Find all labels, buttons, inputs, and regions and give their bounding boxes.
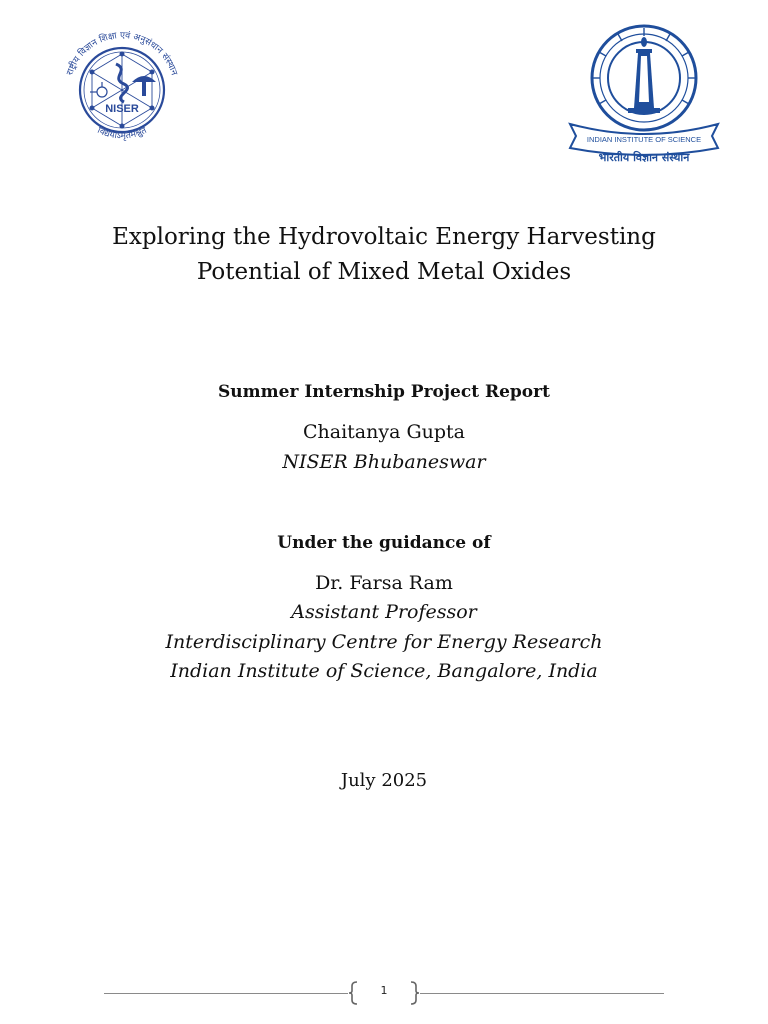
iisc-banner-text: INDIAN INSTITUTE OF SCIENCE [586,135,702,144]
report-date: July 2025 [340,770,428,791]
iisc-emblem-icon [566,22,722,162]
niser-ring-text-bottom: विद्ययाऽमृतमश्नुते [95,125,149,142]
page-number: 1 [380,984,388,997]
guide-centre: Interdisciplinary Centre for Energy Research [165,631,603,653]
page-number-box [348,978,420,1008]
niser-logo [54,20,190,152]
guide-institution: Indian Institute of Science, Bangalore, India [170,660,598,682]
report-title-line-1: Exploring the Hydrovoltaic Energy Harvesting [112,224,656,250]
niser-emblem-icon [54,20,190,152]
author-name: Chaitanya Gupta [302,421,466,443]
guidance-label: Under the guidance of [277,533,491,553]
footer-rule-left [104,993,348,994]
page-footer [104,978,664,1008]
iisc-logo [566,22,722,162]
iisc-hindi-text: भारतीय विज्ञान संस्थान [598,151,690,162]
report-type: Summer Internship Project Report [218,382,550,402]
guide-name: Dr. Farsa Ram [315,572,453,594]
niser-ring-text-top: राष्ट्रीय विज्ञान शिक्षा एवं अनुसंधान संस्थान [65,30,179,77]
report-title [0,220,768,290]
guide-role: Assistant Professor [291,601,477,623]
report-title-line-2: Potential of Mixed Metal Oxides [196,259,572,285]
footer-rule-right [420,993,664,994]
niser-logo-label: NISER [105,103,139,115]
author-institution: NISER Bhubaneswar [282,451,486,473]
